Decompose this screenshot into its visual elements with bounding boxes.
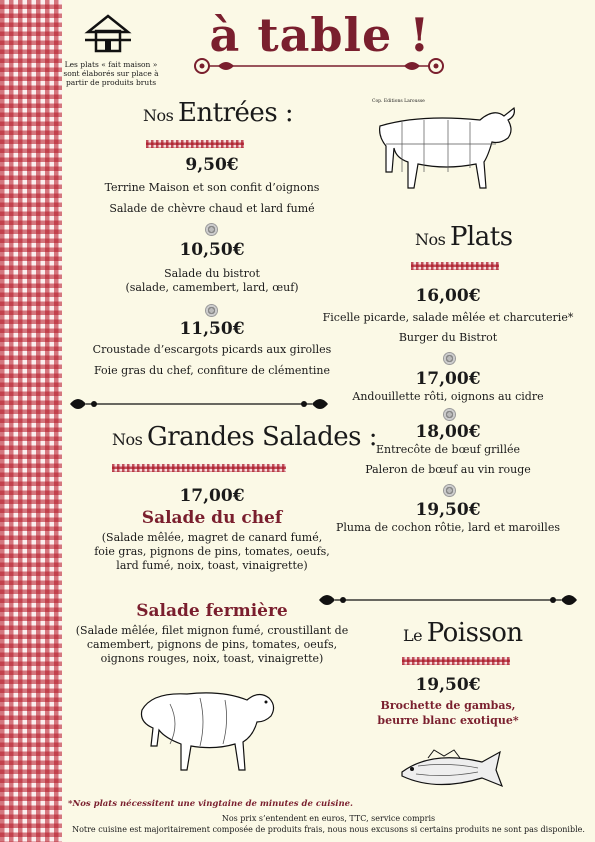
plate-dot-icon <box>205 223 218 236</box>
menu-item: Foie gras du chef, confiture de clémentine <box>94 364 330 377</box>
menu-item: Croustade d’escargots picards aux girolles <box>92 343 332 356</box>
menu-item: Ficelle picarde, salade mêlée et charcuterie* <box>322 311 574 324</box>
plate-dot-icon <box>443 408 456 421</box>
menu-item: beurre blanc exotique* <box>377 714 519 727</box>
menu-item: Salade du bistrot <box>164 267 260 280</box>
entrees-heading-big: Entrées : <box>177 98 294 128</box>
menu-item: (Salade mêlée, magret de canard fumé, <box>101 531 323 544</box>
price: 19,50€ <box>415 500 481 520</box>
divider-ornament-icon <box>68 393 330 415</box>
gingham-band <box>112 464 286 472</box>
ornament-icon <box>188 55 450 77</box>
salades-heading-big: Grandes Salades : <box>146 422 378 452</box>
salade-chef-name: Salade du chef <box>141 508 283 528</box>
page-title: à table ! <box>209 8 431 62</box>
plats-heading-small: Nos <box>415 230 446 249</box>
menu-item: Salade de chèvre chaud et lard fumé <box>109 202 315 215</box>
fait-maison-note: Les plats « fait maison » sont élaborés sur place à partir de produits bruts <box>63 60 159 87</box>
price: 17,00€ <box>415 369 481 389</box>
price: 19,50€ <box>415 675 481 695</box>
plats-heading <box>415 222 513 252</box>
price: 16,00€ <box>415 286 481 306</box>
salade-fermiere-name: Salade fermière <box>136 601 288 621</box>
entrees-heading-small: Nos <box>143 106 174 125</box>
price: 10,50€ <box>179 240 245 260</box>
menu-item: Paleron de bœuf au vin rouge <box>365 463 531 476</box>
divider-ornament-icon <box>317 589 579 611</box>
fish-illustration <box>398 748 520 798</box>
menu-item: Pluma de cochon rôtie, lard et maroilles <box>336 521 560 534</box>
price: 17,00€ <box>179 486 245 506</box>
menu-item: oignons rouges, noix, toast, vinaigrette) <box>100 652 324 665</box>
entrees-heading <box>143 98 293 128</box>
beef-caption: Cop. Editions Larousse <box>372 99 425 104</box>
beef-illustration <box>372 104 522 202</box>
menu-item: Entrecôte de bœuf grillée <box>375 443 520 456</box>
asterisk-note: *Nos plats nécessitent une vingtaine de minutes de cuisine. <box>68 799 354 809</box>
poisson-heading-small: Le <box>403 626 423 645</box>
plats-heading-big: Plats <box>449 222 513 252</box>
plate-dot-icon <box>443 352 456 365</box>
gingham-border <box>0 0 62 842</box>
menu-item: Burger du Bistrot <box>398 331 498 344</box>
menu-item: Andouillette rôti, oignons au cidre <box>352 390 544 403</box>
price: 18,00€ <box>415 422 481 442</box>
menu-item: (salade, camembert, lard, œuf) <box>125 281 299 294</box>
price: 9,50€ <box>185 155 239 175</box>
price: 11,50€ <box>179 319 245 339</box>
gingham-band <box>146 140 244 148</box>
menu-item: Terrine Maison et son confit d’oignons <box>104 181 320 194</box>
gingham-band <box>411 262 499 270</box>
menu-item: camembert, pignons de pins, tomates, oeufs, <box>86 638 338 651</box>
poisson-heading <box>403 618 523 648</box>
plate-dot-icon <box>205 304 218 317</box>
menu-item: Brochette de gambas, <box>380 699 516 712</box>
plate-dot-icon <box>443 484 456 497</box>
gingham-band <box>402 657 510 665</box>
footer-line-1: Nos prix s’entendent en euros, TTC, service compris <box>221 814 436 823</box>
menu-item: lard fumé, noix, toast, vinaigrette) <box>116 559 308 572</box>
salades-heading-small: Nos <box>112 430 143 449</box>
sheep-illustration <box>130 680 280 775</box>
poisson-heading-big: Poisson <box>426 618 523 648</box>
house-icon <box>83 14 133 54</box>
footer-line-2: Notre cuisine est majoritairement composée de produits frais, nous nous excusons si certains produits ne sont pas disponible. <box>72 825 585 834</box>
menu-item: (Salade mêlée, filet mignon fumé, croustillant de <box>75 624 349 637</box>
menu-item: foie gras, pignons de pins, tomates, oeufs, <box>94 545 330 558</box>
